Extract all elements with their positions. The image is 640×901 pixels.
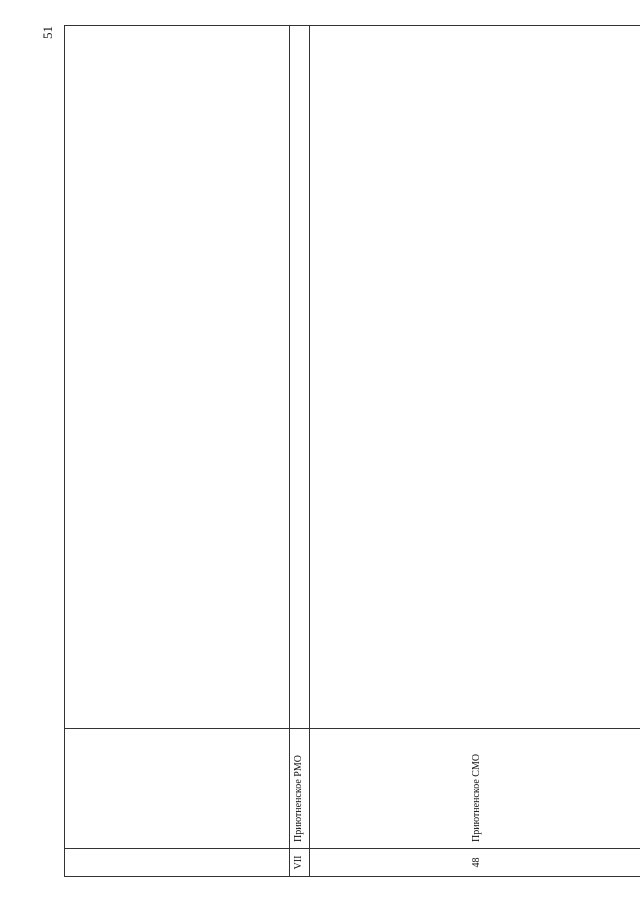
municipality-name-cell: Приютненское РМО <box>290 729 310 849</box>
row-number-cell <box>65 849 290 877</box>
description-cell <box>310 26 640 729</box>
page-number: 51 <box>40 26 55 39</box>
section-number-cell: VII <box>290 849 310 877</box>
table-row <box>65 26 290 877</box>
description-cell <box>65 26 290 729</box>
municipality-name-cell <box>65 729 290 849</box>
description-cell <box>290 26 310 729</box>
document-table <box>64 25 640 877</box>
table-row <box>290 26 310 877</box>
table-row <box>310 26 640 877</box>
row-number-cell: 48 <box>310 849 640 877</box>
municipality-name-cell: Приютненское СМО <box>310 729 640 849</box>
